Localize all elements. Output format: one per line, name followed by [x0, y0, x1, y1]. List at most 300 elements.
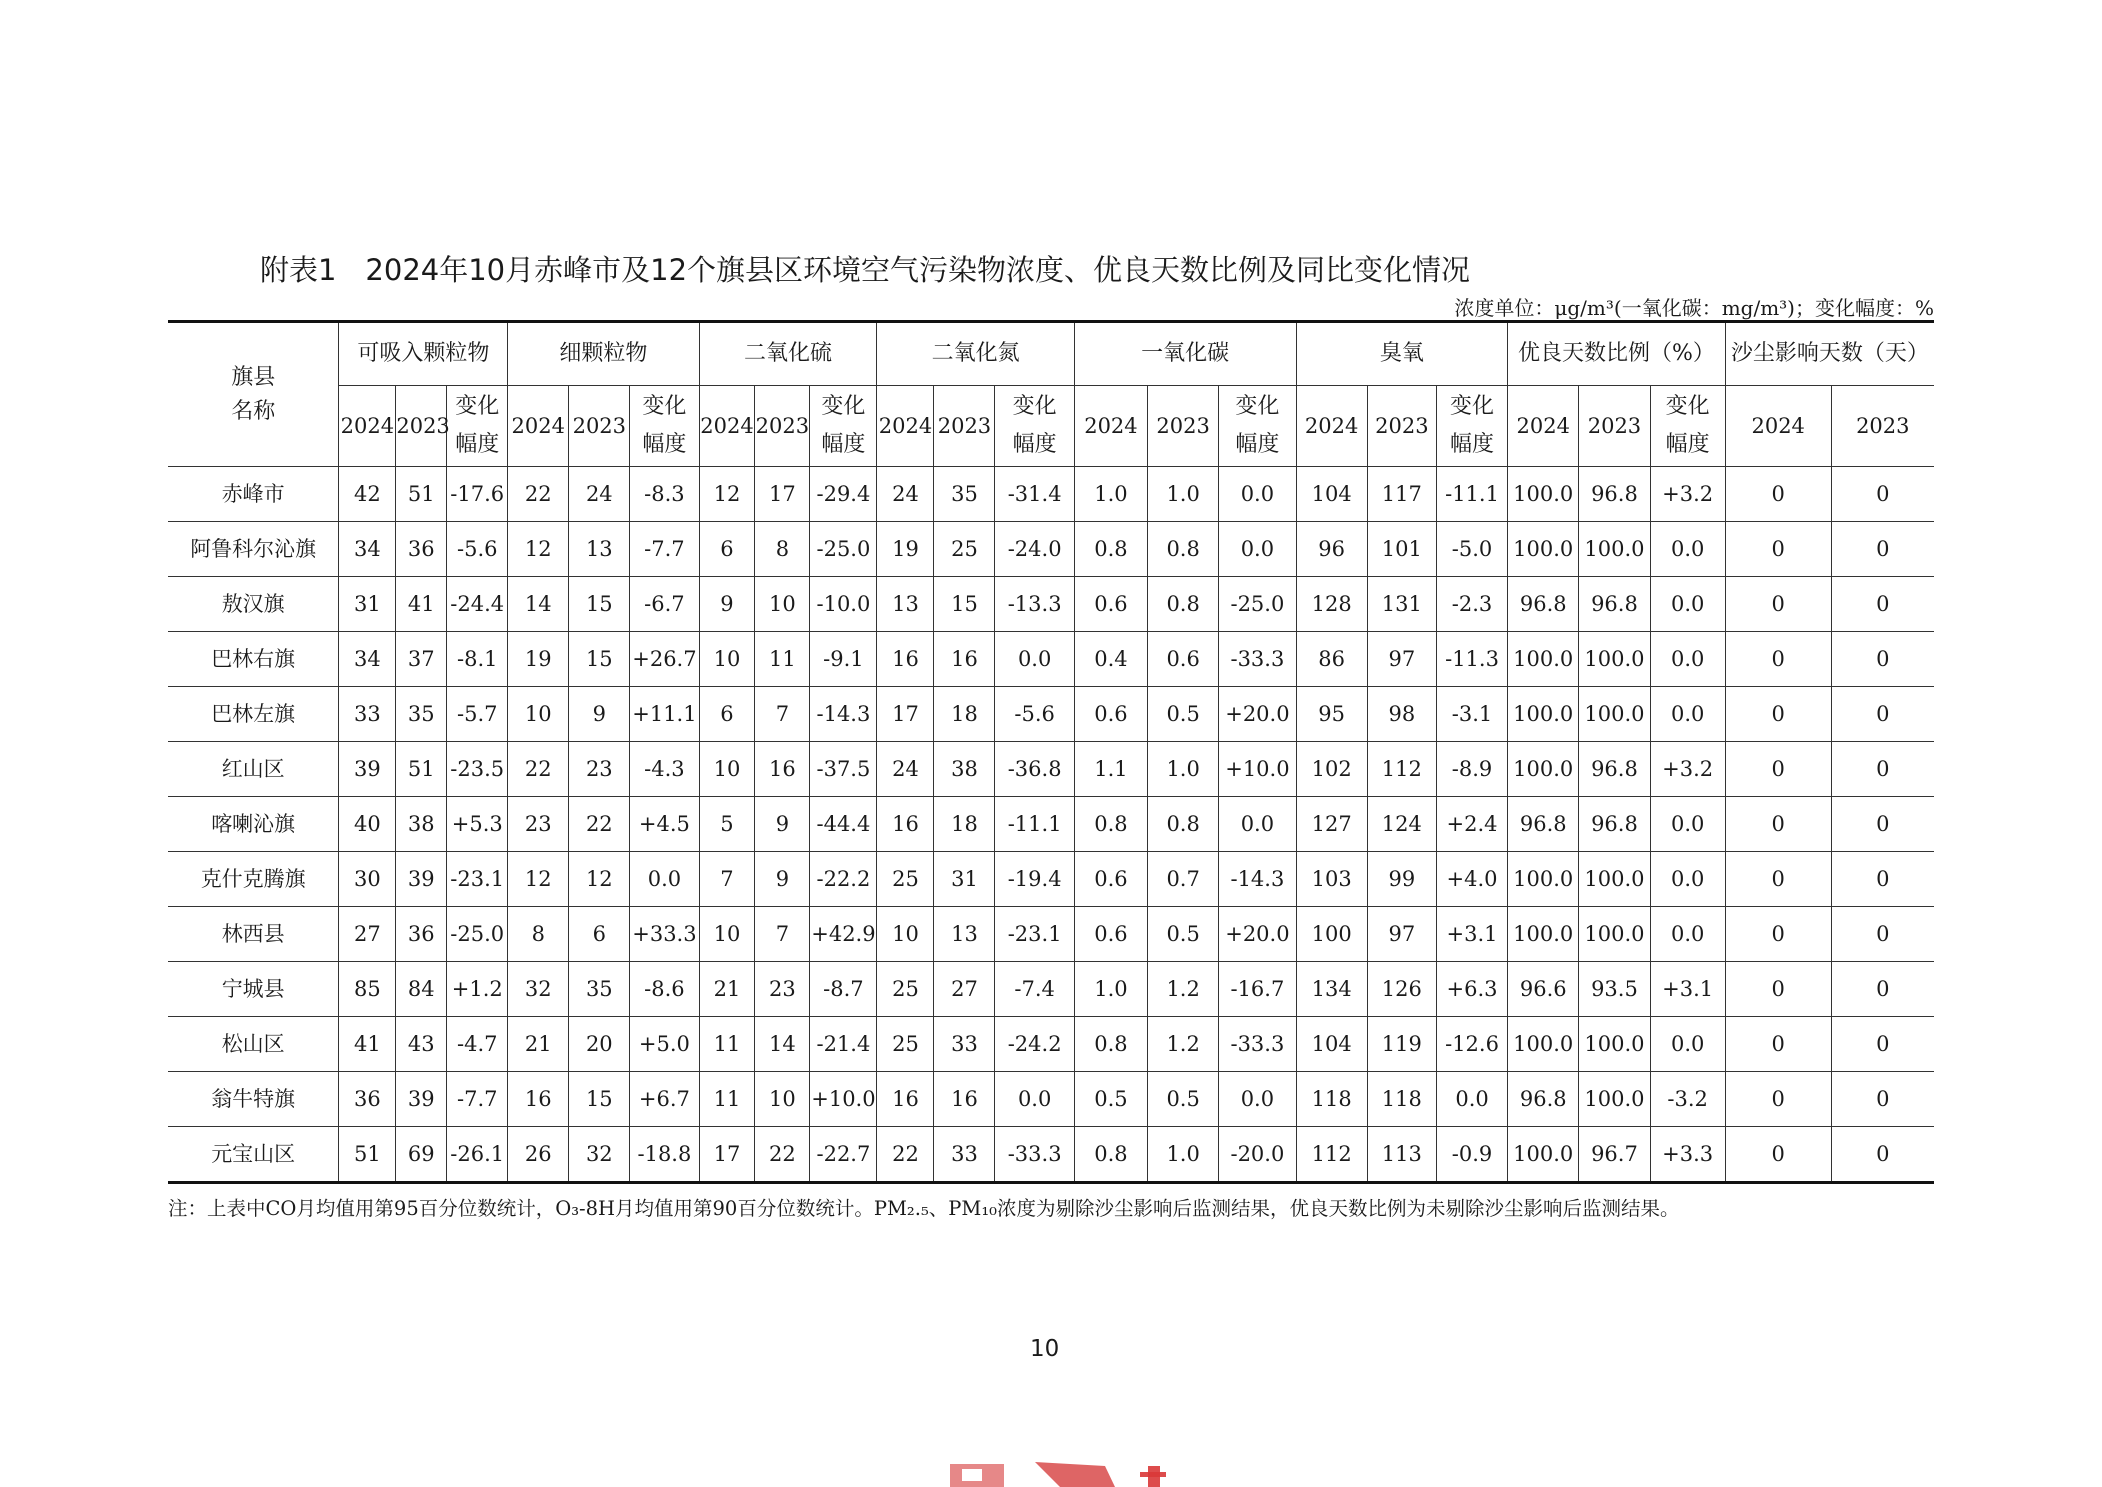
table-cell: 100.0: [1508, 522, 1579, 577]
table-cell: 0: [1725, 1072, 1831, 1127]
table-cell: 96: [1296, 522, 1367, 577]
table-row: [168, 1017, 1934, 1072]
table-cell: 36: [339, 1072, 396, 1127]
change-header-line1: 变化: [642, 394, 687, 419]
table-cell: 100.0: [1579, 1017, 1650, 1072]
table-cell: 1.2: [1148, 1017, 1219, 1072]
table-cell: -24.4: [447, 577, 508, 632]
table-cell: 84: [396, 962, 447, 1017]
table-cell: 1.0: [1074, 962, 1147, 1017]
table-cell: 24: [877, 467, 934, 522]
table-cell: 0.0: [630, 852, 699, 907]
change-header-line1: 变化: [821, 394, 866, 419]
table-cell: 15: [569, 577, 630, 632]
table-cell: 0.0: [1650, 632, 1725, 687]
table-cell: 134: [1296, 962, 1367, 1017]
table-cell: 131: [1367, 577, 1436, 632]
table-cell: 51: [396, 742, 447, 797]
table-cell: -11.1: [1436, 467, 1507, 522]
table-cell: -5.0: [1436, 522, 1507, 577]
table-cell: 0: [1831, 522, 1934, 577]
table-cell: +5.0: [630, 1017, 699, 1072]
table-cell: 100.0: [1579, 907, 1650, 962]
table-cell: 38: [934, 742, 995, 797]
table-cell: +10.0: [810, 1072, 877, 1127]
change-header: [1650, 386, 1725, 467]
table-cell: 16: [877, 1072, 934, 1127]
table-cell: -0.9: [1436, 1127, 1507, 1183]
table-cell: -25.0: [810, 522, 877, 577]
table-cell: -7.7: [630, 522, 699, 577]
table-cell: 0: [1725, 962, 1831, 1017]
table-cell: -23.1: [995, 907, 1074, 962]
red-stamp-fragment: [940, 1458, 1240, 1487]
table-cell: 100.0: [1508, 467, 1579, 522]
table-cell: 96.8: [1508, 1072, 1579, 1127]
table-cell: 0.6: [1148, 632, 1219, 687]
table-cell: 25: [934, 522, 995, 577]
group-header-no2: 二氧化氮: [877, 322, 1074, 386]
table-cell: 16: [755, 742, 810, 797]
table-cell: -5.6: [447, 522, 508, 577]
table-cell: 104: [1296, 467, 1367, 522]
region-name: 红山区: [168, 742, 339, 797]
table-cell: 39: [396, 852, 447, 907]
table-cell: 15: [569, 632, 630, 687]
table-cell: -7.4: [995, 962, 1074, 1017]
table-cell: 9: [755, 797, 810, 852]
table-cell: 0.0: [1650, 852, 1725, 907]
table-cell: -4.7: [447, 1017, 508, 1072]
table-cell: -8.1: [447, 632, 508, 687]
table-cell: 0.8: [1074, 1017, 1147, 1072]
table-cell: 39: [339, 742, 396, 797]
table-cell: -17.6: [447, 467, 508, 522]
table-cell: 18: [934, 797, 995, 852]
region-name: 阿鲁科尔沁旗: [168, 522, 339, 577]
table-cell: 14: [755, 1017, 810, 1072]
group-header-pm10: 可吸入颗粒物: [339, 322, 508, 386]
table-cell: +20.0: [1219, 687, 1296, 742]
table-cell: 0: [1831, 797, 1934, 852]
table-cell: 69: [396, 1127, 447, 1183]
table-cell: 0: [1831, 742, 1934, 797]
table-row: [168, 797, 1934, 852]
table-cell: 0.0: [1650, 687, 1725, 742]
table-cell: 117: [1367, 467, 1436, 522]
table-cell: 12: [699, 467, 755, 522]
table-cell: 18: [934, 687, 995, 742]
table-cell: -11.3: [1436, 632, 1507, 687]
group-header-co: 一氧化碳: [1074, 322, 1296, 386]
table-cell: 37: [396, 632, 447, 687]
table-cell: -4.3: [630, 742, 699, 797]
table-cell: -37.5: [810, 742, 877, 797]
table-cell: 96.8: [1508, 577, 1579, 632]
table-cell: -18.8: [630, 1127, 699, 1183]
change-header-line2: 幅度: [1012, 432, 1057, 457]
table-cell: 39: [396, 1072, 447, 1127]
year-2024-header: 2024: [1296, 386, 1367, 467]
change-header-line2: 幅度: [1235, 432, 1280, 457]
table-cell: +11.1: [630, 687, 699, 742]
table-cell: 0.8: [1074, 1127, 1147, 1183]
table-cell: 33: [934, 1017, 995, 1072]
table-cell: 8: [508, 907, 569, 962]
table-cell: 41: [396, 577, 447, 632]
change-header-line2: 幅度: [455, 432, 500, 457]
table-cell: 0.0: [995, 1072, 1074, 1127]
table-cell: -14.3: [1219, 852, 1296, 907]
table-cell: 1.2: [1148, 962, 1219, 1017]
table-cell: +3.2: [1650, 467, 1725, 522]
name-header-line1: 旗县: [231, 364, 276, 390]
table-cell: 22: [508, 467, 569, 522]
table-cell: 8: [755, 522, 810, 577]
table-cell: 127: [1296, 797, 1367, 852]
table-cell: 0.8: [1074, 797, 1147, 852]
table-cell: 96.8: [1579, 797, 1650, 852]
table-cell: 11: [699, 1072, 755, 1127]
table-cell: 26: [508, 1127, 569, 1183]
change-header-line1: 变化: [455, 394, 500, 419]
change-header-line1: 变化: [1235, 394, 1280, 419]
table-cell: 0.0: [995, 632, 1074, 687]
table-cell: 128: [1296, 577, 1367, 632]
table-cell: 6: [699, 522, 755, 577]
table-cell: 0.0: [1650, 797, 1725, 852]
region-name: 巴林左旗: [168, 687, 339, 742]
group-header-pm25: 细颗粒物: [508, 322, 699, 386]
table-cell: 10: [508, 687, 569, 742]
table-cell: -12.6: [1436, 1017, 1507, 1072]
table-cell: -20.0: [1219, 1127, 1296, 1183]
table-cell: 0: [1725, 852, 1831, 907]
table-cell: 0.6: [1074, 577, 1147, 632]
year-2024-header: 2024: [1074, 386, 1147, 467]
table-cell: -8.9: [1436, 742, 1507, 797]
year-2023-header: 2023: [1579, 386, 1650, 467]
table-cell: 0.0: [1219, 797, 1296, 852]
table-cell: 13: [569, 522, 630, 577]
table-cell: 34: [339, 522, 396, 577]
table-cell: +33.3: [630, 907, 699, 962]
table-cell: 0: [1831, 1127, 1934, 1183]
table-cell: 1.1: [1074, 742, 1147, 797]
change-header: [810, 386, 877, 467]
table-cell: 16: [508, 1072, 569, 1127]
group-header-dust-days: 沙尘影响天数（天）: [1725, 322, 1934, 386]
table-cell: 0.5: [1148, 687, 1219, 742]
dust-year-2024-header: 2024: [1725, 386, 1831, 467]
table-cell: 41: [339, 1017, 396, 1072]
table-cell: 10: [877, 907, 934, 962]
table-cell: +6.3: [1436, 962, 1507, 1017]
table-cell: 126: [1367, 962, 1436, 1017]
table-cell: 0: [1831, 467, 1934, 522]
table-cell: 0: [1831, 852, 1934, 907]
table-cell: 93.5: [1579, 962, 1650, 1017]
table-row: [168, 1072, 1934, 1127]
table-cell: 100.0: [1579, 852, 1650, 907]
table-cell: 112: [1296, 1127, 1367, 1183]
table-cell: 96.6: [1508, 962, 1579, 1017]
table-cell: 0: [1831, 1017, 1934, 1072]
table-cell: 12: [508, 852, 569, 907]
table-cell: -33.3: [1219, 632, 1296, 687]
table-cell: 0.5: [1148, 907, 1219, 962]
table-cell: -10.0: [810, 577, 877, 632]
table-cell: 97: [1367, 907, 1436, 962]
table-row: [168, 577, 1934, 632]
table-row: [168, 742, 1934, 797]
table-cell: 0.0: [1650, 522, 1725, 577]
table-cell: 10: [755, 577, 810, 632]
table-cell: 0: [1725, 577, 1831, 632]
table-cell: 0.0: [1650, 1017, 1725, 1072]
table-cell: 13: [934, 907, 995, 962]
table-cell: 13: [877, 577, 934, 632]
table-cell: -22.7: [810, 1127, 877, 1183]
table-cell: 19: [877, 522, 934, 577]
table-cell: 25: [877, 852, 934, 907]
table-cell: 0.4: [1074, 632, 1147, 687]
table-cell: 104: [1296, 1017, 1367, 1072]
table-cell: 0: [1725, 742, 1831, 797]
table-cell: 0.6: [1074, 907, 1147, 962]
table-cell: +3.1: [1436, 907, 1507, 962]
year-2023-header: 2023: [1148, 386, 1219, 467]
table-cell: 36: [396, 907, 447, 962]
table-cell: +2.4: [1436, 797, 1507, 852]
table-cell: 0: [1725, 797, 1831, 852]
table-cell: 24: [877, 742, 934, 797]
table-cell: 43: [396, 1017, 447, 1072]
table-cell: 85: [339, 962, 396, 1017]
table-cell: -33.3: [995, 1127, 1074, 1183]
table-cell: +42.9: [810, 907, 877, 962]
table-cell: 100.0: [1579, 522, 1650, 577]
table-cell: 10: [699, 742, 755, 797]
name-header: [168, 322, 339, 467]
table-cell: 113: [1367, 1127, 1436, 1183]
table-cell: 33: [339, 687, 396, 742]
footnote: 注：上表中CO月均值用第95百分位数统计，O₃-8H月均值用第90百分位数统计。PM₂.₅、PM₁₀浓度为剔除沙尘影响后监测结果，优良天数比例为未剔除沙尘影响后监测结果。: [168, 1197, 1680, 1220]
table-cell: 0.6: [1074, 852, 1147, 907]
table-cell: 100: [1296, 907, 1367, 962]
dust-year-2023-header: 2023: [1831, 386, 1934, 467]
table-cell: 16: [877, 797, 934, 852]
table-cell: 97: [1367, 632, 1436, 687]
table-cell: -25.0: [447, 907, 508, 962]
table-cell: -44.4: [810, 797, 877, 852]
table-cell: 9: [755, 852, 810, 907]
table-cell: 100.0: [1508, 742, 1579, 797]
table-cell: 27: [934, 962, 995, 1017]
table-cell: 124: [1367, 797, 1436, 852]
table-cell: 100.0: [1508, 632, 1579, 687]
group-header-good-days: 优良天数比例（%）: [1508, 322, 1726, 386]
region-name: 翁牛特旗: [168, 1072, 339, 1127]
table-cell: -31.4: [995, 467, 1074, 522]
table-cell: 32: [508, 962, 569, 1017]
table-cell: 16: [934, 632, 995, 687]
table-cell: 96.8: [1579, 577, 1650, 632]
table-cell: 51: [339, 1127, 396, 1183]
year-2024-header: 2024: [1508, 386, 1579, 467]
table-cell: 23: [508, 797, 569, 852]
table-cell: 20: [569, 1017, 630, 1072]
table-cell: -5.7: [447, 687, 508, 742]
table-cell: 1.0: [1074, 467, 1147, 522]
table-cell: 17: [877, 687, 934, 742]
table-cell: -22.2: [810, 852, 877, 907]
table-cell: 12: [508, 522, 569, 577]
table-cell: 0: [1725, 522, 1831, 577]
table-cell: 9: [699, 577, 755, 632]
page-number: 10: [1030, 1336, 1060, 1362]
table-cell: 38: [396, 797, 447, 852]
change-header-line1: 变化: [1450, 394, 1495, 419]
table-row: [168, 467, 1934, 522]
region-name: 宁城县: [168, 962, 339, 1017]
air-quality-table: [168, 320, 1934, 1184]
table-cell: 16: [877, 632, 934, 687]
table-cell: 17: [699, 1127, 755, 1183]
table-cell: 35: [569, 962, 630, 1017]
table-cell: 0: [1725, 1017, 1831, 1072]
change-header-line1: 变化: [1012, 394, 1057, 419]
table-cell: 5: [699, 797, 755, 852]
page-title: 附表1 2024年10月赤峰市及12个旗县区环境空气污染物浓度、优良天数比例及同比变化情况: [259, 253, 1471, 287]
table-cell: 27: [339, 907, 396, 962]
table-cell: 0: [1725, 467, 1831, 522]
table-cell: 100.0: [1508, 1017, 1579, 1072]
table-cell: 96.8: [1579, 742, 1650, 797]
table-cell: 0.0: [1650, 907, 1725, 962]
table-cell: 99: [1367, 852, 1436, 907]
table-cell: 0: [1725, 1127, 1831, 1183]
table-cell: 7: [699, 852, 755, 907]
table-cell: 10: [699, 632, 755, 687]
table-cell: 0.0: [1219, 522, 1296, 577]
table-cell: 1.0: [1148, 742, 1219, 797]
table-cell: 103: [1296, 852, 1367, 907]
table-cell: -23.5: [447, 742, 508, 797]
table-row: [168, 687, 1934, 742]
table-cell: 1.0: [1148, 467, 1219, 522]
table-cell: +20.0: [1219, 907, 1296, 962]
region-name: 赤峰市: [168, 467, 339, 522]
table-cell: 40: [339, 797, 396, 852]
table-cell: +3.1: [1650, 962, 1725, 1017]
table-cell: +4.5: [630, 797, 699, 852]
table-cell: -3.2: [1650, 1072, 1725, 1127]
table-cell: -26.1: [447, 1127, 508, 1183]
table-row: [168, 907, 1934, 962]
table-cell: 100.0: [1579, 632, 1650, 687]
table-cell: 0.0: [1219, 467, 1296, 522]
table-cell: +26.7: [630, 632, 699, 687]
table-cell: 0.7: [1148, 852, 1219, 907]
table-row: [168, 962, 1934, 1017]
table-cell: -7.7: [447, 1072, 508, 1127]
table-cell: 100.0: [1579, 687, 1650, 742]
table-cell: 30: [339, 852, 396, 907]
table-cell: -33.3: [1219, 1017, 1296, 1072]
table-cell: +3.3: [1650, 1127, 1725, 1183]
table-cell: 100.0: [1508, 907, 1579, 962]
change-header-line2: 幅度: [821, 432, 866, 457]
table-cell: 0: [1831, 577, 1934, 632]
table-cell: 0: [1831, 907, 1934, 962]
table-cell: +3.2: [1650, 742, 1725, 797]
table-cell: 96.8: [1579, 467, 1650, 522]
year-2023-header: 2023: [755, 386, 810, 467]
table-cell: 15: [934, 577, 995, 632]
table-cell: 35: [934, 467, 995, 522]
year-2024-header: 2024: [508, 386, 569, 467]
table-cell: +6.7: [630, 1072, 699, 1127]
table-cell: -24.0: [995, 522, 1074, 577]
table-cell: 51: [396, 467, 447, 522]
region-name: 喀喇沁旗: [168, 797, 339, 852]
table-cell: -16.7: [1219, 962, 1296, 1017]
table-cell: 0: [1831, 962, 1934, 1017]
change-header: [447, 386, 508, 467]
table-cell: 16: [934, 1072, 995, 1127]
table-cell: -11.1: [995, 797, 1074, 852]
year-2023-header: 2023: [569, 386, 630, 467]
table-cell: 10: [755, 1072, 810, 1127]
table-cell: 0: [1725, 907, 1831, 962]
region-name: 松山区: [168, 1017, 339, 1072]
table-cell: 0.5: [1148, 1072, 1219, 1127]
table-cell: 22: [755, 1127, 810, 1183]
table-row: [168, 1127, 1934, 1183]
table-cell: 23: [569, 742, 630, 797]
name-header-line2: 名称: [231, 398, 276, 424]
table-cell: -6.7: [630, 577, 699, 632]
table-cell: 0: [1725, 687, 1831, 742]
table-cell: 0.8: [1148, 577, 1219, 632]
table-cell: 101: [1367, 522, 1436, 577]
table-cell: -25.0: [1219, 577, 1296, 632]
change-header: [995, 386, 1074, 467]
table-cell: 42: [339, 467, 396, 522]
table-cell: +1.2: [447, 962, 508, 1017]
year-2023-header: 2023: [396, 386, 447, 467]
table-cell: 0.6: [1074, 687, 1147, 742]
table-cell: 0.0: [1650, 577, 1725, 632]
table-cell: +4.0: [1436, 852, 1507, 907]
table-cell: -14.3: [810, 687, 877, 742]
change-header: [1219, 386, 1296, 467]
table-cell: 0.8: [1074, 522, 1147, 577]
table-cell: +10.0: [1219, 742, 1296, 797]
table-cell: 14: [508, 577, 569, 632]
region-name: 林西县: [168, 907, 339, 962]
unit-note: 浓度单位：μg/m³(一氧化碳：mg/m³)；变化幅度：%: [1454, 296, 1934, 320]
table-cell: 22: [877, 1127, 934, 1183]
table-cell: 98: [1367, 687, 1436, 742]
table-row: [168, 522, 1934, 577]
table-cell: -19.4: [995, 852, 1074, 907]
region-name: 克什克腾旗: [168, 852, 339, 907]
table-cell: -29.4: [810, 467, 877, 522]
table-cell: 15: [569, 1072, 630, 1127]
table-cell: 100.0: [1508, 687, 1579, 742]
